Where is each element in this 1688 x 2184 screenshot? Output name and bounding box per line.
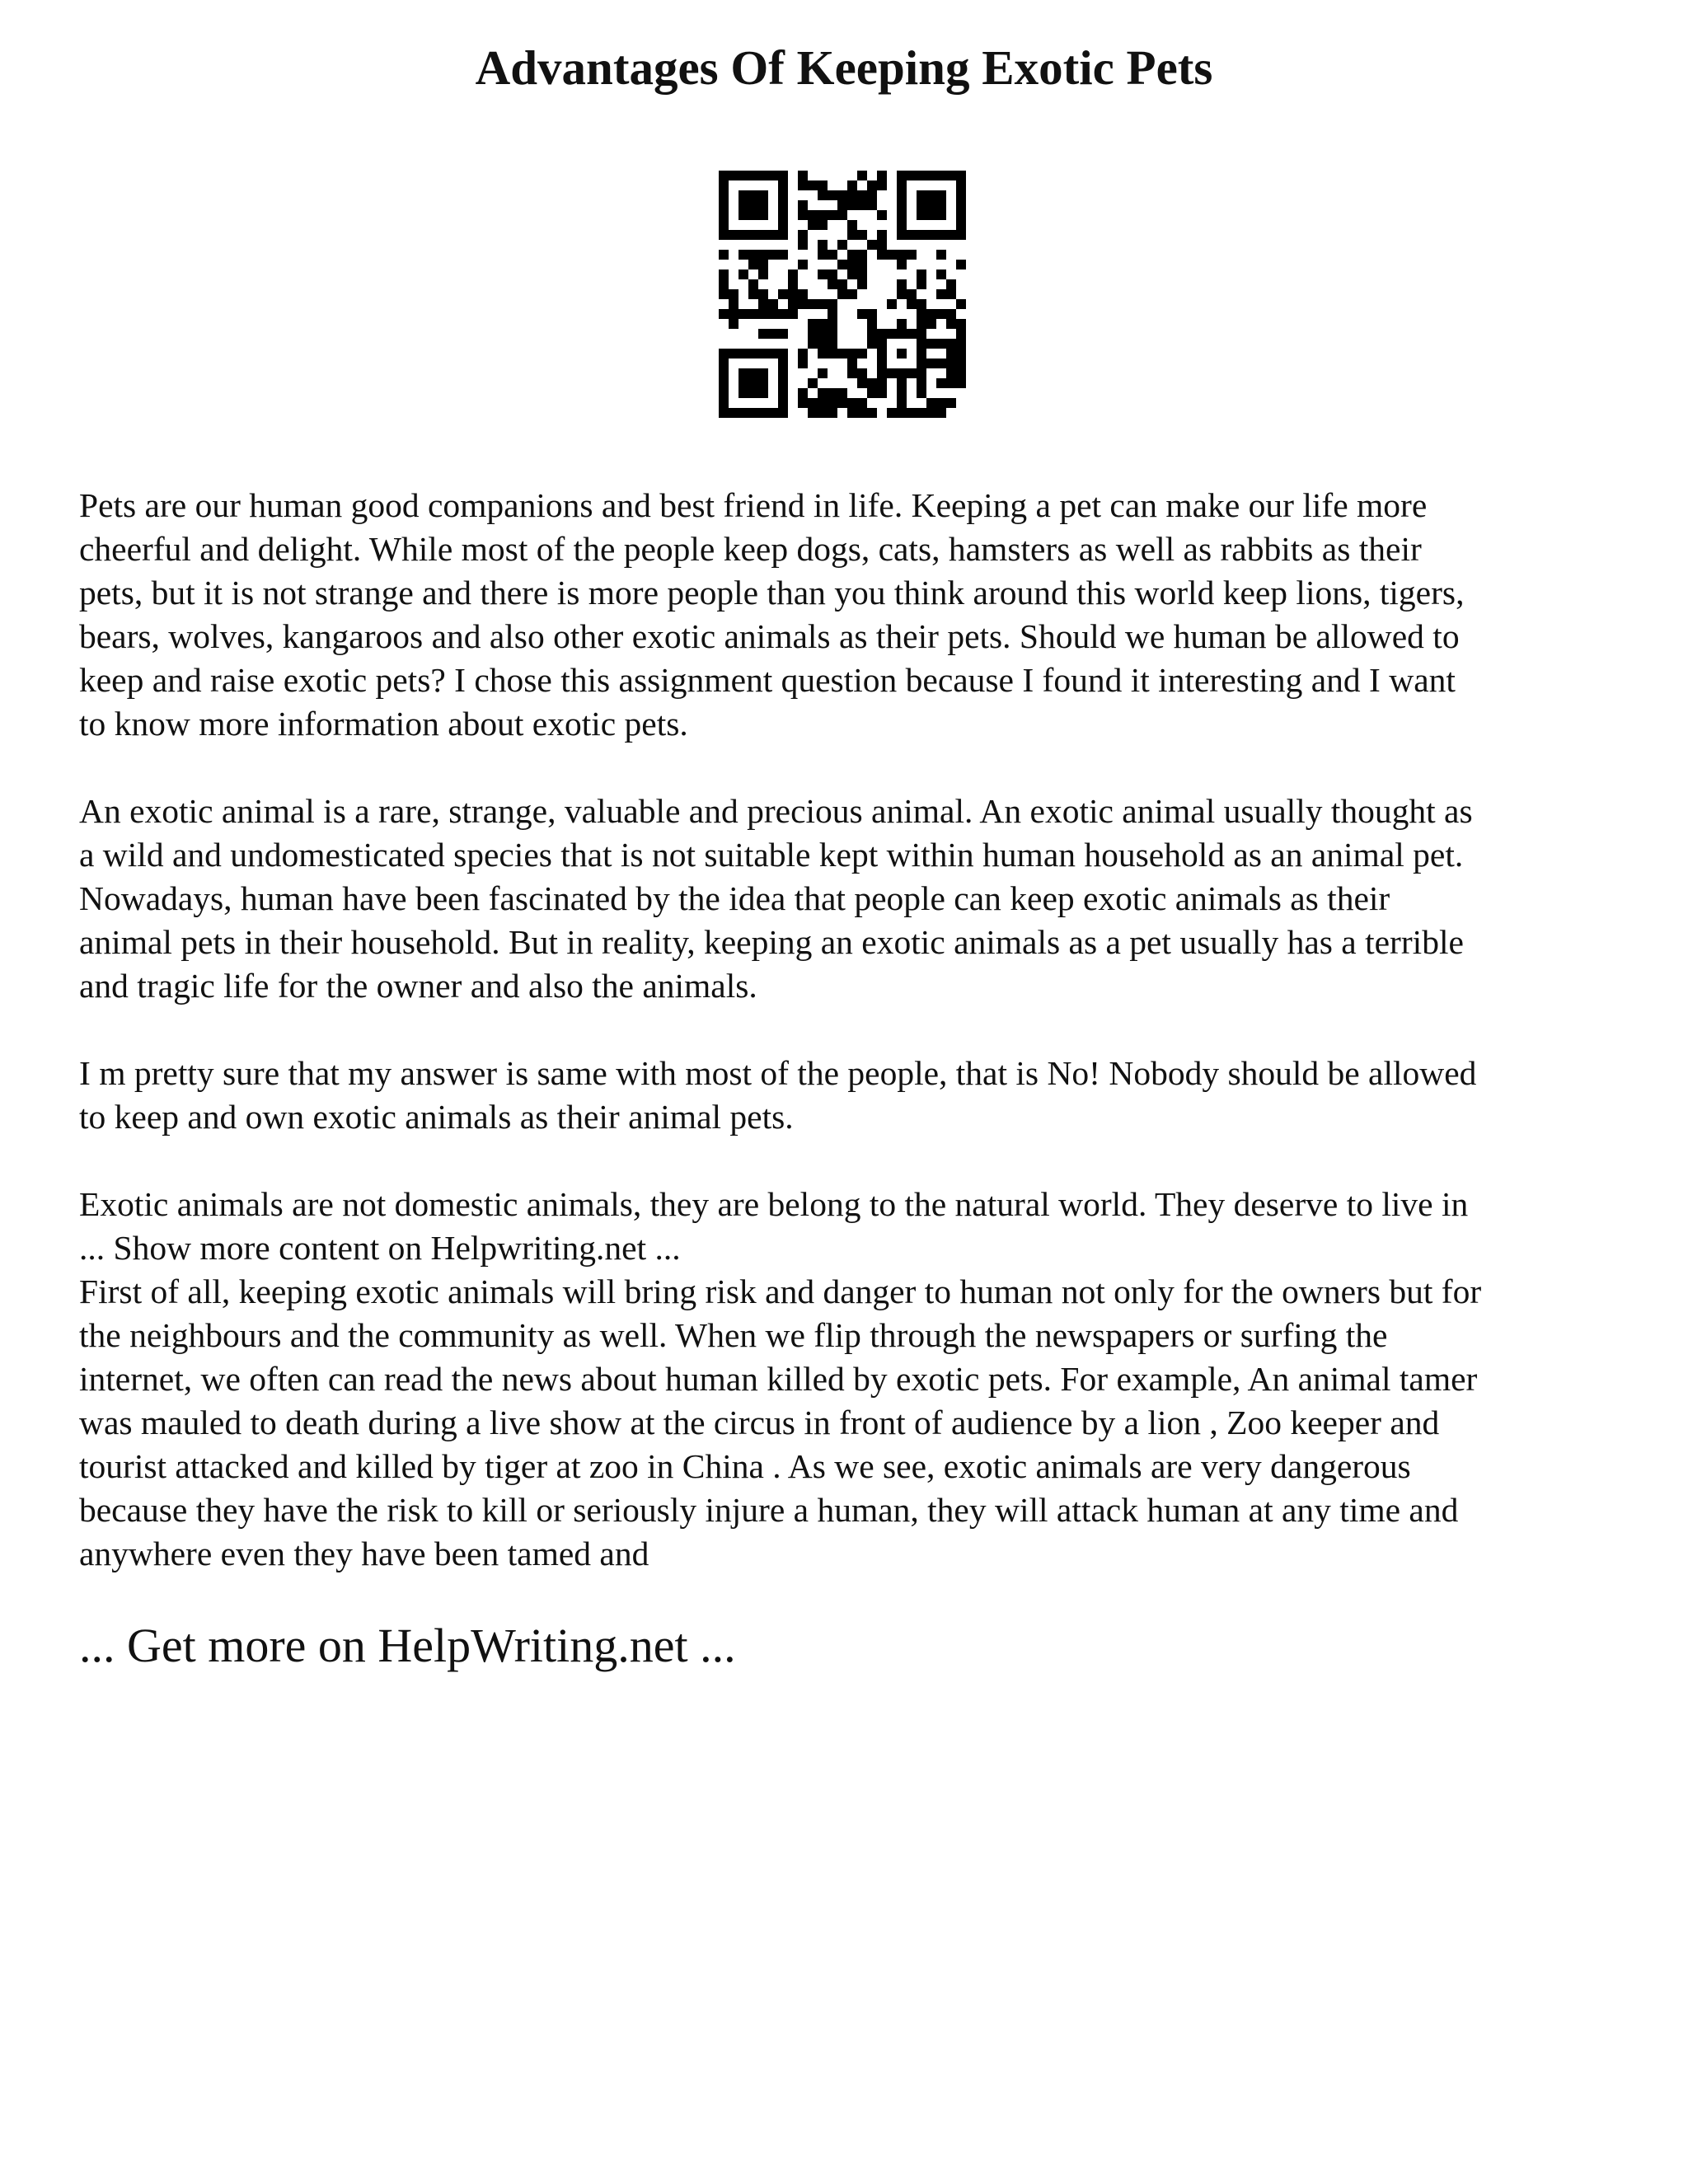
paragraph-4-line: internet, we often can read the news about human killed by exotic pets. For example, An animal tamer bbox=[79, 1360, 1478, 1398]
paragraph-4-line: was mauled to death during a live show at the circus in front of audience by a lion , Zoo keeper and bbox=[79, 1404, 1440, 1441]
paragraph-1-line: to know more information about exotic pets. bbox=[79, 705, 688, 743]
paragraph-2-line: animal pets in their household. But in reality, keeping an exotic animals as a pet usually has a terrible bbox=[79, 923, 1464, 961]
paragraph-2-line: An exotic animal is a rare, strange, valuable and precious animal. An exotic animal usually thought as bbox=[79, 792, 1473, 830]
paragraph-1-line: pets, but it is not strange and there is more people than you think around this world keep lions, tigers, bbox=[79, 574, 1465, 612]
paragraph-4-line: anywhere even they have been tamed and bbox=[79, 1535, 649, 1572]
paragraph-4-line: tourist attacked and killed by tiger at zoo in China . As we see, exotic animals are very dangerous bbox=[79, 1447, 1411, 1485]
get-more-link[interactable]: ... Get more on HelpWriting.net ... bbox=[79, 1619, 736, 1672]
qr-code-icon bbox=[719, 171, 966, 418]
paragraph-3-line: to keep and own exotic animals as their animal pets. bbox=[79, 1098, 794, 1136]
paragraph-1-line: keep and raise exotic pets? I chose this assignment question because I found it interesting and I want bbox=[79, 661, 1456, 699]
paragraph-2 bbox=[79, 790, 1629, 1008]
paragraph-2-line: Nowadays, human have been fascinated by the idea that people can keep exotic animals as their bbox=[79, 879, 1390, 917]
paragraph-4-line: the neighbours and the community as well. When we flip through the newspapers or surfing the bbox=[79, 1316, 1388, 1354]
paragraph-3 bbox=[79, 1052, 1629, 1139]
document-body bbox=[79, 484, 1629, 1576]
paragraph-4-line: because they have the risk to kill or seriously injure a human, they will attack human at any time and bbox=[79, 1491, 1459, 1529]
paragraph-gap bbox=[79, 1139, 1629, 1183]
paragraph-2-line: and tragic life for the owner and also the animals. bbox=[79, 967, 757, 1005]
document-title: Advantages Of Keeping Exotic Pets bbox=[475, 40, 1213, 95]
paragraph-1-line: bears, wolves, kangaroos and also other exotic animals as their pets. Should we human be allowed to bbox=[79, 617, 1460, 655]
paragraph-4-line: First of all, keeping exotic animals will bring risk and danger to human not only for the owners but for bbox=[79, 1272, 1482, 1310]
paragraph-3-line: I m pretty sure that my answer is same with most of the people, that is No! Nobody should be allowed bbox=[79, 1054, 1477, 1092]
paragraph-gap bbox=[79, 1008, 1629, 1052]
paragraph-1-line: cheerful and delight. While most of the people keep dogs, cats, hamsters as well as rabbits as their bbox=[79, 530, 1422, 568]
paragraph-4-line: Exotic animals are not domestic animals, they are belong to the natural world. They deserve to live in bbox=[79, 1185, 1469, 1223]
paragraph-1 bbox=[79, 484, 1629, 746]
paragraph-1-line: Pets are our human good companions and best friend in life. Keeping a pet can make our life more bbox=[79, 486, 1428, 524]
paragraph-4 bbox=[79, 1183, 1629, 1576]
paragraph-2-line: a wild and undomesticated species that is not suitable kept within human household as an animal pet. bbox=[79, 836, 1464, 874]
show-more-link[interactable]: ... Show more content on Helpwriting.net ... bbox=[79, 1229, 681, 1267]
paragraph-gap bbox=[79, 746, 1629, 790]
